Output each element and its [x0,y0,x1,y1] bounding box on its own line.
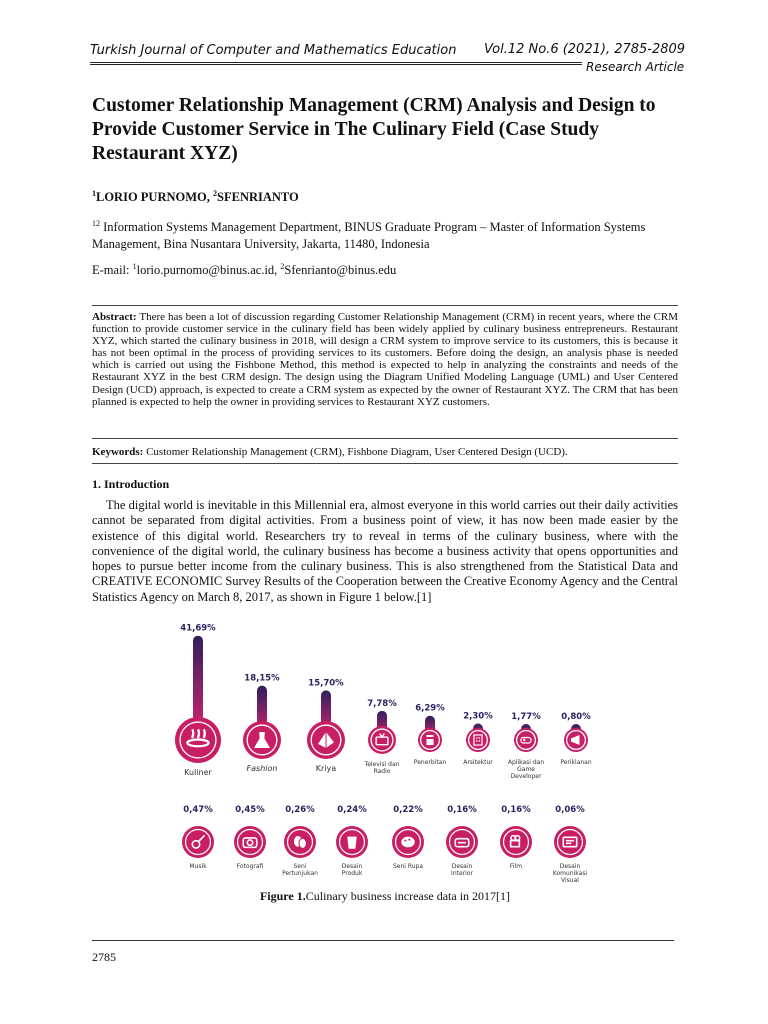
category-label: Desain [451,863,473,870]
category-label: Film [509,863,523,870]
value-label: 41,69% [180,623,216,634]
author2-sup: 2 [213,188,218,198]
category-label: Seni [293,863,307,870]
value-label: 2,30% [463,711,493,722]
palette-icon [401,837,414,848]
category-label: Game [517,766,535,773]
email-label: E-mail: [92,263,133,277]
icon-ring-aplikasi-dan-game-developer [514,728,538,752]
category-label: Desain [341,863,363,870]
book-icon [426,737,433,739]
value-label: 18,15% [244,673,280,684]
icon-ring-arsitektur [466,728,490,752]
cup-icon [347,837,356,849]
author-line [92,190,299,205]
keywords [92,446,568,458]
category-label: Fashion [246,764,278,773]
abstract [92,311,678,408]
category-label: Visual [561,877,579,884]
icon-ring-fotografi [234,826,266,858]
book-icon [426,735,433,745]
value-label: 1,77% [511,712,541,722]
value-label: 0,26% [285,805,315,815]
figure-caption-text: Culinary business increase data in 2017[1] [305,889,511,903]
header-rule [90,62,582,65]
culinary-chart [160,610,610,886]
theater-masks-icon [299,838,306,848]
email-line [92,263,396,278]
footer-rule [92,940,674,941]
value-label: 7,78% [367,698,397,709]
keywords-label: Keywords: [92,446,144,458]
category-label: Periklanan [560,759,592,766]
journal-name: Turkish Journal of Computer and Mathematics Education [90,43,457,58]
category-label: Televisi dan [364,761,400,768]
icon-ring-film [500,826,532,858]
category-label: Seni Rupa [392,863,424,870]
author1-name: LORIO PURNOMO, [96,190,214,204]
category-label: Musik [189,863,207,870]
volume-info: Vol.12 No.6 (2021), 2785-2809 [484,42,686,57]
affiliation-text: Information Systems Management Department, BINUS Graduate Program – Master of Information Systems Management, Bina Nusantara University, Jakarta, 11480, Indonesia [92,220,646,251]
category-label: Penerbitan [413,759,447,766]
category-label: Interior [451,870,473,877]
keywords-text: Customer Relationship Management (CRM), Fishbone Diagram, User Centered Design (UCD). [143,446,568,458]
section-heading: 1. Introduction [92,477,170,491]
palette-icon [408,839,410,841]
category-label: Desain [559,863,581,870]
page-number: 2785 [92,950,116,964]
value-label: 0,16% [501,805,531,815]
affiliation [92,219,692,253]
category-label: Produk [341,870,363,877]
category-label: Komunikasi [552,870,588,877]
figure-label: Figure 1. [259,889,306,903]
abstract-text: There has been a lot of discussion regarding Customer Relationship Management (CRM) in recent years, where the CRM function to provide customer service in the culinary field has been widely applied by culinary business entrepreneurs. Restaurant XYZ, which started the culinary business in 2018, will design a CRM system to improve service to its customers, this is because it has not been optimal in the process of providing services to its customers. Before doing the design, an analysis phase is needed which is carried out using the Fishbone Method, this method is expected to help in analyzing the constraints and needs of the Restaurant XYZ in the best CRM design. The design using the Diagram Unified Modeling Language (UML) and User Centered Design (UCD) approach, is expected to create a CRM system as expected by the owner of Restaurant XYZ. The CRM that has been planned is expected to help the owner in providing services to Restaurant XYZ customers. [92,311,678,408]
category-label: Aplikasi dan [507,759,545,766]
value-label: 0,47% [183,805,213,815]
article-type: Research Article [586,60,685,74]
category-label: Radio [373,768,391,775]
abstract-bottom-rule [92,438,678,439]
abstract-top-rule [92,305,678,306]
keywords-rule [92,463,678,464]
icon-ring-televisi-dan-radio [368,726,396,754]
icon-ring-desain-komunikasi-visual [554,826,586,858]
value-label: 0,24% [337,805,367,815]
figure-caption [92,889,678,904]
value-label: 15,70% [308,678,344,689]
author2-name: SFENRIANTO [217,190,299,204]
value-label: 0,45% [235,805,265,815]
value-label: 0,22% [393,805,423,815]
category-label: Developer [510,773,542,780]
author1-sup: 1 [92,188,96,198]
intro-paragraph: The digital world is inevitable in this Millennial era, almost everyone in this world carries out their daily activities cannot be separated from digital activities. From a business point of view, it has now been made easier by the existence of this digital world. Researchers try to reveal in terms of the culinary business, where with the convenience of the digital world, the culinary business has become a business activity that opens opportunities and hopes to pursue better income from the culinary business. This is also strengthened from the Statistical Data and CREATIVE ECONOMIC Survey Results of the Cooperation between the Creative Economy Agency and the Central Statistics Agency on March 8, 2017, as shown in Figure 1 below.[1] [92,498,678,604]
email2[interactable]: Sfenrianto@binus.edu [284,263,397,277]
category-label: Fotografi [236,863,264,870]
email2-sup: 2 [280,261,285,271]
category-label: Arsitektur [463,759,493,766]
email1-sup: 1 [132,261,137,271]
value-label: 0,16% [447,805,477,815]
value-label: 6,29% [415,703,445,714]
paper-title: Customer Relationship Management (CRM) Analysis and Design to Provide Customer Service in The Culinary Field (Case Study Restaurant XYZ) [92,95,656,164]
category-label: Kriya [315,764,337,773]
affiliation-sup: 12 [92,218,100,228]
value-label: 0,06% [555,805,585,815]
email1[interactable]: lorio.purnomo@binus.ac.id, [136,263,281,277]
category-label: Pertunjukan [282,870,318,877]
palette-icon [404,840,406,842]
category-label: Kuliner [184,768,212,777]
abstract-label: Abstract: [92,311,137,323]
value-label: 0,80% [561,712,591,722]
